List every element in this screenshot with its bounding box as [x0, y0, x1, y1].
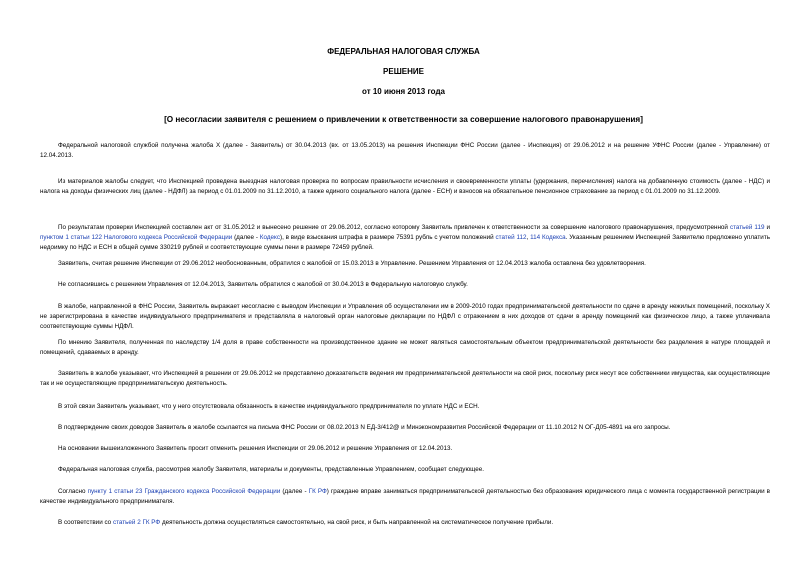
paragraph-7: По мнению Заявителя, полученная по наследству 1/4 доля в праве собственности на производственное здание не может являться самостоятельным объектом предпринимательской деятельности без разделения в натуре площадей и помещений, сдаваемых в аренду.	[40, 339, 770, 356]
p13-text-1: Согласно	[58, 488, 88, 495]
paragraph-14	[40, 518, 770, 528]
p14-text-1: В соответствии со	[58, 519, 113, 526]
paragraph-4: Заявитель, считая решение Инспекции от 29.06.2012 необоснованным, обратился с жалобой от 15.03.2013 в Управление. Решением Управления от 12.04.2013 жалоба оставлена без удовлетворения.	[58, 260, 646, 267]
paragraph-1: Федеральной налоговой службой получена жалоба Х (далее - Заявитель) от 30.04.2013 (вх. от 13.05.2013) на решения Инспекции ФНС России (далее - Инспекция) от 29.06.2012 и на решение УФНС России (далее - Управление) от 12.04.2013.	[40, 142, 770, 159]
link-article-114[interactable]: 114 Кодекса	[530, 233, 566, 241]
p3-text-1: По результатам проверки Инспекцией составлен акт от 31.05.2012 и вынесено решение от 29.06.2012, согласно которому Заявитель привлечен к ответственности за совершение налогового правонарушения, предусмотренной	[58, 224, 730, 231]
document-type: РЕШЕНИЕ	[383, 67, 424, 76]
document-date: от 10 июня 2013 года	[362, 87, 445, 96]
p3-text-3: (далее -	[232, 233, 260, 241]
paragraph-8: Заявитель в жалобе указывает, что Инспекцией в решении от 29.06.2012 не представлено доказательств ведения им предпринимательской деятельности на свой риск, поскольку риск несут все собственники имущества, как осуществляющие так и не осуществляющие предпринимательскую деятельность.	[40, 370, 770, 387]
agency-title: ФЕДЕРАЛЬНАЯ НАЛОГОВАЯ СЛУЖБА	[327, 47, 480, 56]
link-article-112[interactable]: статей 112	[495, 233, 527, 241]
document-subject: [О несогласии заявителя с решением о привлечении к ответственности за совершение налогового правонарушения]	[164, 115, 643, 124]
p3-text-2: и	[764, 224, 770, 231]
paragraph-13	[40, 487, 770, 507]
paragraph-6: В жалобе, направленной в ФНС России, Заявитель выражает несогласие с выводом Инспекции и Управления об осуществлении им в 2009-2010 годах предпринимательской деятельности по сдаче в аренду нежилых помещений, поскольку Х не зарегистрирована в качестве индивидуального предпринимателя и представляла в налоговый орган налоговые декларации по НДФЛ с отражением в них доходов от сдачи в аренду помещений как физическое лицо, а также уплачивала соответствующие суммы НДФЛ.	[40, 303, 770, 330]
paragraph-2: Из материалов жалобы следует, что Инспекцией проведена выездная налоговая проверка по вопросам правильности исчисления и своевременности уплаты (удержания, перечисления) налога на добавленную стоимость (далее - НДС) и налога на доходы физических лиц (далее - НДФЛ) за период с 01.01.2009 по 31.12.2010, а также единого социального налога (далее - ЕСН) и взносов на обязательное пенсионное страхование за период с 01.01.2009 по 31.12.2009.	[40, 178, 770, 195]
link-civil-code-article-23[interactable]: пункту 1 статьи 23 Гражданского кодекса Российской Федерации	[87, 488, 281, 495]
paragraph-12: Федеральная налоговая служба, рассмотрев жалобу Заявителя, материалы и документы, представленные Управлением, сообщает следующее.	[58, 466, 485, 473]
p13-text-2: (далее -	[280, 488, 309, 495]
p13-text-3: ) граждане вправе заниматься предпринимательской деятельностью без образования юридического лица с момента государственной регистрации в качестве индивидуального предпринимателя.	[40, 488, 771, 505]
link-civil-code[interactable]: ГК РФ	[308, 488, 327, 495]
p3-text-6: . Указанным решением Инспекцией Заявителю предложено уплатить недоимку по НДС и ЕСН в общей сумме 330219 рублей и соответствующие суммы пени в размере 72459 рублей.	[40, 233, 770, 251]
link-article-122[interactable]: пунктом 1 статьи 122 Налогового кодекса Российской Федерации	[40, 233, 233, 241]
p3-text-5: ,	[526, 233, 531, 241]
paragraph-3	[40, 223, 770, 252]
paragraph-5: Не согласившись с решением Управления от 12.04.2013, Заявитель обратился с жалобой от 30.04.2013 в Федеральную налоговую службу.	[58, 281, 468, 288]
p3-text-4: ), в виде взыскания штрафа в размере 75391 рубль с учетом положений	[279, 233, 496, 241]
paragraph-9: В этой связи Заявитель указывает, что у него отсутствовала обязанность в качестве индивидуального предпринимателя по уплате НДС и ЕСН.	[58, 403, 480, 410]
p14-text-2: деятельность должна осуществляться самостоятельно, на свой риск, и быть направленной на систематическое получение прибыли.	[160, 519, 554, 526]
link-article-119[interactable]: статьей 119	[729, 224, 765, 231]
link-civil-code-article-2[interactable]: статьей 2 ГК РФ	[112, 519, 161, 526]
paragraph-11: На основании вышеизложенного Заявитель просит отменить решения Инспекции от 29.06.2012 и решение Управления от 12.04.2013.	[58, 445, 453, 452]
paragraph-10: В подтверждение своих доводов Заявитель в жалобе ссылается на письма ФНС России от 08.02.2013 N ЕД-3/412@ и Минэкономразвития Российской Федерации от 11.10.2012 N ОГ-Д05-4891 на его запросы.	[58, 424, 671, 431]
link-tax-code[interactable]: Кодекс	[259, 233, 280, 241]
